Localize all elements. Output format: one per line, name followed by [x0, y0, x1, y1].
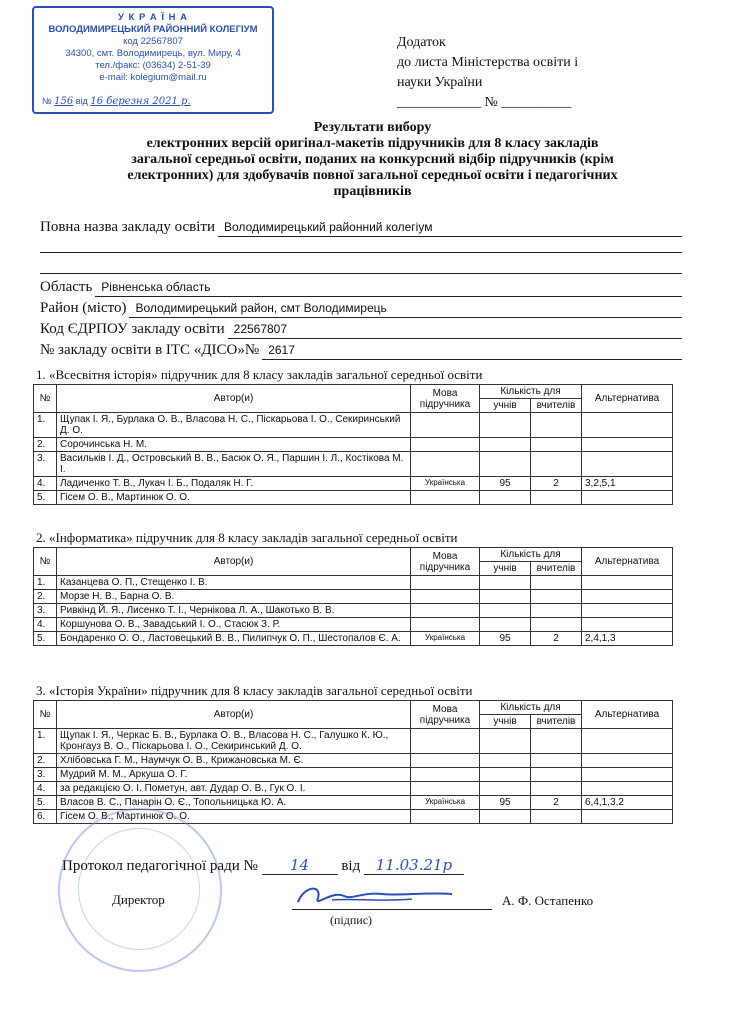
table-row: [34, 477, 673, 491]
row-alt: [582, 491, 673, 505]
row-lang: [411, 618, 480, 632]
row-students: [480, 810, 531, 824]
stamp-date-value: 16 березня 2021 р.: [90, 96, 191, 107]
row-author: Коршунова О. В., Завадський І. О., Стасюк З. Р.: [57, 618, 411, 632]
textbook-table: [33, 547, 673, 646]
row-alt: [582, 618, 673, 632]
row-num: 2.: [34, 754, 57, 768]
stamp-institution: ВОЛОДИМИРЕЦЬКИЙ РАЙОННИЙ КОЛЕГІУМ: [48, 24, 258, 35]
field-value: 2617: [262, 341, 682, 360]
col-author: Автор(и): [57, 385, 411, 413]
table-row: [34, 632, 673, 646]
table-row: [34, 452, 673, 477]
table-row: [34, 576, 673, 590]
table-row: [34, 754, 673, 768]
field-value: 22567807: [228, 320, 682, 339]
row-alt: 2,4,1,3: [582, 632, 673, 646]
table-row: [34, 413, 673, 438]
row-num: 3.: [34, 768, 57, 782]
director-label: Директор: [112, 892, 165, 907]
protocol-from-label: від: [341, 858, 361, 874]
section-title: 1. «Всесвітня історія» підручник для 8 класу закладів загальної середньої освіти: [36, 367, 483, 382]
row-teachers: [531, 590, 582, 604]
stamp-no-value: 156: [54, 96, 74, 107]
row-alt: [582, 729, 673, 754]
row-author: Гісем О. В., Мартинюк О. О.: [57, 810, 411, 824]
row-alt: [582, 754, 673, 768]
col-alt: Альтернатива: [582, 548, 673, 576]
col-num: №: [34, 385, 57, 413]
row-lang: [411, 413, 480, 438]
field-value: Володимирецький районний колегіум: [218, 218, 682, 237]
appendix-note: [397, 33, 578, 113]
row-lang: [411, 438, 480, 452]
row-lang: [411, 810, 480, 824]
table-header-row: [34, 548, 673, 562]
col-teachers: вчителів: [531, 399, 582, 413]
field-label: Район (місто): [40, 300, 127, 316]
row-num: 3.: [34, 452, 57, 477]
stamp-date-label: від: [75, 96, 88, 106]
stamp-email: e-mail: kolegium@mail.ru: [99, 72, 207, 83]
table-row: [34, 729, 673, 754]
row-teachers: 2: [531, 477, 582, 491]
row-students: [480, 413, 531, 438]
row-author: Ривкінд Й. Я., Лисенко Т. І., Чернікова Л. А., Шакотько В. В.: [57, 604, 411, 618]
stamp-code: код 22567807: [123, 36, 183, 47]
title-line-1: Результати вибору: [313, 120, 432, 135]
row-num: 4.: [34, 782, 57, 796]
table-header-row: [34, 701, 673, 715]
row-author: Казанцева О. П., Стещенко І. В.: [57, 576, 411, 590]
director-signature: [292, 880, 472, 910]
row-author: Морзе Н. В., Барна О. В.: [57, 590, 411, 604]
row-author: Ладиченко Т. В., Лукач І. Б., Подаляк Н. Г.: [57, 477, 411, 491]
row-num: 4.: [34, 477, 57, 491]
row-num: 5.: [34, 632, 57, 646]
col-lang: Мова підручника: [411, 385, 480, 413]
row-teachers: [531, 810, 582, 824]
row-lang: Українська: [411, 477, 480, 491]
row-alt: 3,2,5,1: [582, 477, 673, 491]
col-author: Автор(и): [57, 548, 411, 576]
title-line-2: електронних версій оригінал-макетів підручників для 8 класу закладів: [146, 136, 599, 151]
row-teachers: [531, 491, 582, 505]
row-num: 6.: [34, 810, 57, 824]
table-row: [34, 590, 673, 604]
field-region: [40, 278, 682, 297]
table-row: [34, 438, 673, 452]
row-students: [480, 491, 531, 505]
round-seal-inner-ring: [78, 828, 200, 950]
appendix-line-1: Додаток: [397, 35, 446, 50]
row-students: [480, 576, 531, 590]
col-students: учнів: [480, 562, 531, 576]
field-edrpou: [40, 320, 682, 339]
row-teachers: [531, 618, 582, 632]
field-label: № закладу освіти в ІТС «ДІСО»№: [40, 342, 260, 358]
row-num: 1.: [34, 413, 57, 438]
row-author: Гісем О. В., Мартинюк О. О.: [57, 491, 411, 505]
row-teachers: [531, 729, 582, 754]
row-num: 5.: [34, 796, 57, 810]
row-teachers: [531, 782, 582, 796]
row-alt: [582, 782, 673, 796]
row-author: Сорочинська Н. М.: [57, 438, 411, 452]
field-district: [40, 299, 682, 318]
col-num: №: [34, 548, 57, 576]
col-author: Автор(и): [57, 701, 411, 729]
field-value: Рівненська область: [95, 278, 682, 297]
row-author: Мудрий М. М., Аркуша О. Г.: [57, 768, 411, 782]
table-row: [34, 782, 673, 796]
table-row: [34, 768, 673, 782]
row-students: [480, 590, 531, 604]
col-students: учнів: [480, 399, 531, 413]
table-row: [34, 491, 673, 505]
row-students: [480, 754, 531, 768]
table-row: [34, 796, 673, 810]
row-lang: [411, 576, 480, 590]
row-alt: [582, 413, 673, 438]
signature-caption: (підпис): [330, 913, 373, 927]
appendix-line-4: ____________ № __________: [397, 95, 572, 110]
col-num: №: [34, 701, 57, 729]
row-num: 2.: [34, 438, 57, 452]
table-row: [34, 604, 673, 618]
section-title: 2. «Інформатика» підручник для 8 класу закладів загальної середньої освіти: [36, 530, 458, 545]
row-author: Хлібовська Г. М., Наумчук О. В., Крижановська М. Є.: [57, 754, 411, 768]
row-author: за редакцією О. І. Пометун, авт. Дудар О. В., Гук О. І.: [57, 782, 411, 796]
row-lang: [411, 782, 480, 796]
col-count: Кількість для: [480, 548, 582, 562]
row-num: 1.: [34, 576, 57, 590]
row-teachers: [531, 438, 582, 452]
row-students: [480, 452, 531, 477]
protocol-date: 11.03.21р: [364, 856, 464, 875]
signature-line: [292, 909, 492, 910]
field-value: Володимирецький район, смт Володимирець: [129, 299, 682, 318]
col-alt: Альтернатива: [582, 385, 673, 413]
row-num: 4.: [34, 618, 57, 632]
row-teachers: [531, 452, 582, 477]
table-header-row: [34, 385, 673, 399]
col-students: учнів: [480, 715, 531, 729]
row-lang: [411, 452, 480, 477]
row-lang: [411, 590, 480, 604]
blank-line: [40, 273, 682, 274]
row-lang: Українська: [411, 632, 480, 646]
row-teachers: [531, 576, 582, 590]
appendix-line-3: науки України: [397, 75, 483, 90]
row-lang: [411, 729, 480, 754]
protocol-number: 14: [262, 856, 338, 875]
table-row: [34, 618, 673, 632]
field-its-number: [40, 341, 682, 360]
row-alt: [582, 452, 673, 477]
row-alt: [582, 810, 673, 824]
document-title: [20, 120, 725, 200]
row-alt: [582, 590, 673, 604]
field-label: Область: [40, 279, 93, 295]
title-line-4: електронних) для здобувачів повної загальної середньої освіти і педагогічних: [127, 168, 618, 183]
blank-line: [40, 252, 682, 253]
stamp-country: У К Р А Ї Н А: [117, 12, 189, 23]
title-line-3: загальної середньої освіти, поданих на конкурсний відбір підручників (крім: [131, 152, 614, 167]
protocol-line: [62, 856, 464, 875]
row-author: Щупак І. Я., Черкас Б. В., Бурлака О. В., Власова Н. С., Галушко К. Ю., Кронгауз В. О., Піскарьова І. О., Секиринський Д. О.: [57, 729, 411, 754]
row-students: [480, 438, 531, 452]
row-num: 5.: [34, 491, 57, 505]
stamp-outgoing-number: [42, 96, 191, 107]
appendix-line-2: до листа Міністерства освіти і: [397, 55, 579, 70]
row-num: 2.: [34, 590, 57, 604]
row-lang: [411, 754, 480, 768]
row-students: 95: [480, 477, 531, 491]
col-lang: Мова підручника: [411, 701, 480, 729]
row-alt: [582, 438, 673, 452]
row-teachers: [531, 754, 582, 768]
section-title: 3. «Історія України» підручник для 8 класу закладів загальної середньої освіти: [36, 683, 473, 698]
stamp-phone: тел./факс: (03634) 2-51-39: [95, 60, 211, 71]
row-author: Щупак І. Я., Бурлака О. В., Власова Н. С., Піскарьова І. О., Секиринський Д. О.: [57, 413, 411, 438]
row-students: [480, 782, 531, 796]
row-lang: [411, 604, 480, 618]
stamp-no-label: №: [42, 96, 52, 106]
row-teachers: [531, 768, 582, 782]
row-lang: [411, 491, 480, 505]
row-num: 3.: [34, 604, 57, 618]
title-line-5: працівників: [333, 184, 412, 199]
row-alt: [582, 768, 673, 782]
director-name: А. Ф. Остапенко: [502, 893, 594, 908]
institution-stamp: [32, 6, 274, 114]
field-institution-name: [40, 218, 682, 237]
field-label: Код ЄДРПОУ закладу освіти: [40, 321, 225, 337]
row-lang: Українська: [411, 796, 480, 810]
row-students: 95: [480, 796, 531, 810]
row-alt: [582, 604, 673, 618]
row-teachers: 2: [531, 796, 582, 810]
col-teachers: вчителів: [531, 715, 582, 729]
row-students: 95: [480, 632, 531, 646]
col-count: Кількість для: [480, 385, 582, 399]
textbook-table: [33, 384, 673, 505]
row-author: Бондаренко О. О., Ластовецький В. В., Пилипчук О. П., Шестопалов Є. А.: [57, 632, 411, 646]
row-lang: [411, 768, 480, 782]
row-students: [480, 618, 531, 632]
col-count: Кількість для: [480, 701, 582, 715]
stamp-address: 34300, смт. Володимирець, вул. Миру, 4: [65, 48, 241, 59]
row-teachers: [531, 413, 582, 438]
row-alt: [582, 576, 673, 590]
col-alt: Альтернатива: [582, 701, 673, 729]
row-author: Васильків І. Д., Островський В. В., Басюк О. Я., Паршин І. Л., Костікова М. І.: [57, 452, 411, 477]
row-students: [480, 768, 531, 782]
row-author: Власов В. С., Панарін О. Є., Топольницька Ю. А.: [57, 796, 411, 810]
col-lang: Мова підручника: [411, 548, 480, 576]
row-teachers: [531, 604, 582, 618]
row-students: [480, 604, 531, 618]
textbook-table: [33, 700, 673, 824]
col-teachers: вчителів: [531, 562, 582, 576]
row-students: [480, 729, 531, 754]
protocol-label: Протокол педагогічної ради №: [62, 858, 258, 874]
field-label: Повна назва закладу освіти: [40, 219, 216, 235]
row-num: 1.: [34, 729, 57, 754]
row-teachers: 2: [531, 632, 582, 646]
row-alt: 6,4,1,3,2: [582, 796, 673, 810]
